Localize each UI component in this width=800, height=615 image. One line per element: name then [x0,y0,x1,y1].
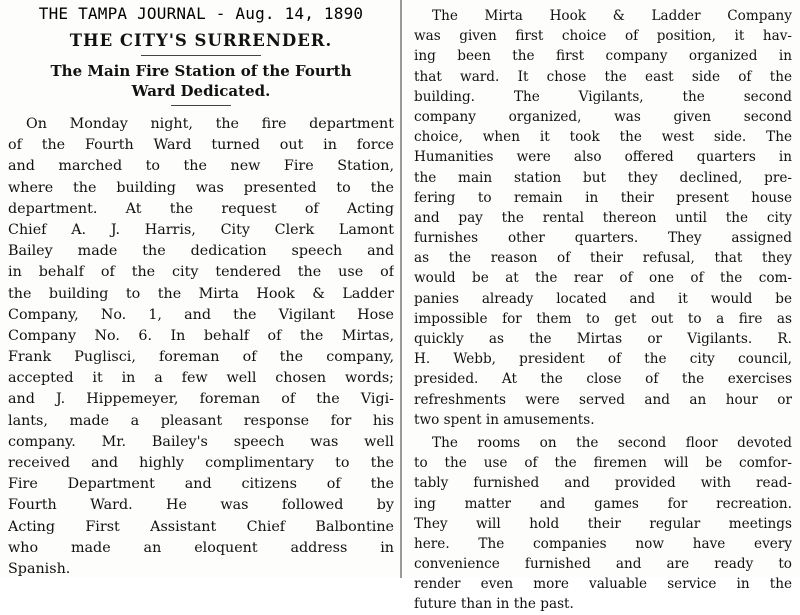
text-line: choice, when it took the west side. The [414,129,792,146]
text-line: the building to the Mirta Hook & Ladder [8,285,394,302]
text-line: ing matter and games for recreation. [414,495,792,512]
column-rule [400,0,402,578]
text-line: Spanish. [8,560,71,577]
text-line: convenience furnished and are ready to [414,556,792,573]
text-line: Bailey made the dedication speech and [8,243,394,260]
text-line: H. Webb, president of the city council, [414,351,792,368]
subheadline [8,61,394,101]
text-line: lants, made a pleasant response for his [8,412,394,429]
article-body-right [414,6,792,615]
headline: THE CITY'S SURRENDER. [69,31,333,50]
text-line: that ward. It chose the east side of the [414,68,792,85]
text-line: fering to remain in their present house [414,189,792,206]
article-body-left [8,114,394,580]
text-line: Acting First Assistant Chief Balbontine [8,518,394,535]
text-line: was given first choice of position, it hav- [414,28,792,45]
text-line: the main station but they declined, pre- [414,169,792,186]
text-line: and J. Hippemeyer, foreman of the Vigi- [8,391,394,408]
text-line: two spent in amusements. [414,411,595,428]
text-line: in behalf of the city tendered the use of [8,264,394,281]
text-line: impossible for them to get out to a fire as [414,310,792,327]
text-line: future than in the past. [414,596,574,613]
text-line: accepted it in a few well chosen words; [8,370,394,387]
text-line: company organized, was given second [414,108,792,125]
text-line: On Monday night, the fire department [26,116,394,132]
text-line: The rooms on the second floor devoted [432,434,792,451]
text-line: department. At the request of Acting [8,200,394,217]
text-line: Company No. 6. In behalf of the Mirtas, [8,327,394,344]
text-line: They will hold their regular meetings [414,515,792,532]
left-column [0,0,400,578]
masthead: THE TAMPA JOURNAL - Aug. 14, 1890 [38,4,364,23]
text-line: ing been the first company organized in [414,48,792,65]
text-line: panies already located and it would be [414,290,792,307]
text-line: render even more valuable service in the [414,576,792,593]
text-line: would be at the rear of one of the com- [414,270,792,287]
subheadline-line: Ward Dedicated. [131,82,271,100]
text-line: refreshments were served and an hour or [414,391,792,408]
text-line: The Mirta Hook & Ladder Company [432,8,792,24]
subhead-divider [171,105,231,106]
text-line: as the reason of their refusal, that they [414,250,792,267]
text-line: received and highly complimentary to the [8,455,394,471]
text-line: company. Mr. Bailey's speech was well [8,433,394,450]
headline-divider [141,55,261,56]
text-line: Chief A. J. Harris, City Clerk Lamont [8,221,394,238]
text-line: building. The Vigilants, the second [414,88,792,105]
text-line: to the use of the firemen will be comfor- [414,455,792,472]
text-line: where the building was presented to the [8,179,394,196]
text-line: and marched to the new Fire Station, [8,158,394,175]
text-line: Company, No. 1, and the Vigilant Hose [8,306,394,323]
text-line: Fire Department and citizens of the [8,476,394,493]
text-line: quickly as the Mirtas or Vigilants. R. [414,331,792,347]
text-line: who made an eloquent address in [8,539,394,556]
subheadline-line: The Main Fire Station of the Fourth [50,62,352,80]
text-line: presided. At the close of the exercises [414,371,792,388]
text-line: Humanities were also offered quarters in [414,149,792,166]
text-line: of the Fourth Ward turned out in force [8,137,394,154]
text-line: here. The companies now have every [414,535,792,552]
text-line: tably furnished and provided with read- [414,475,792,492]
right-column [404,0,800,613]
text-line: and pay the rental thereon until the city [414,209,792,226]
text-line: Fourth Ward. He was followed by [8,497,394,514]
text-line: furnishes other quarters. They assigned [414,230,792,247]
text-line: Frank Puglisci, foreman of the company, [8,349,394,366]
